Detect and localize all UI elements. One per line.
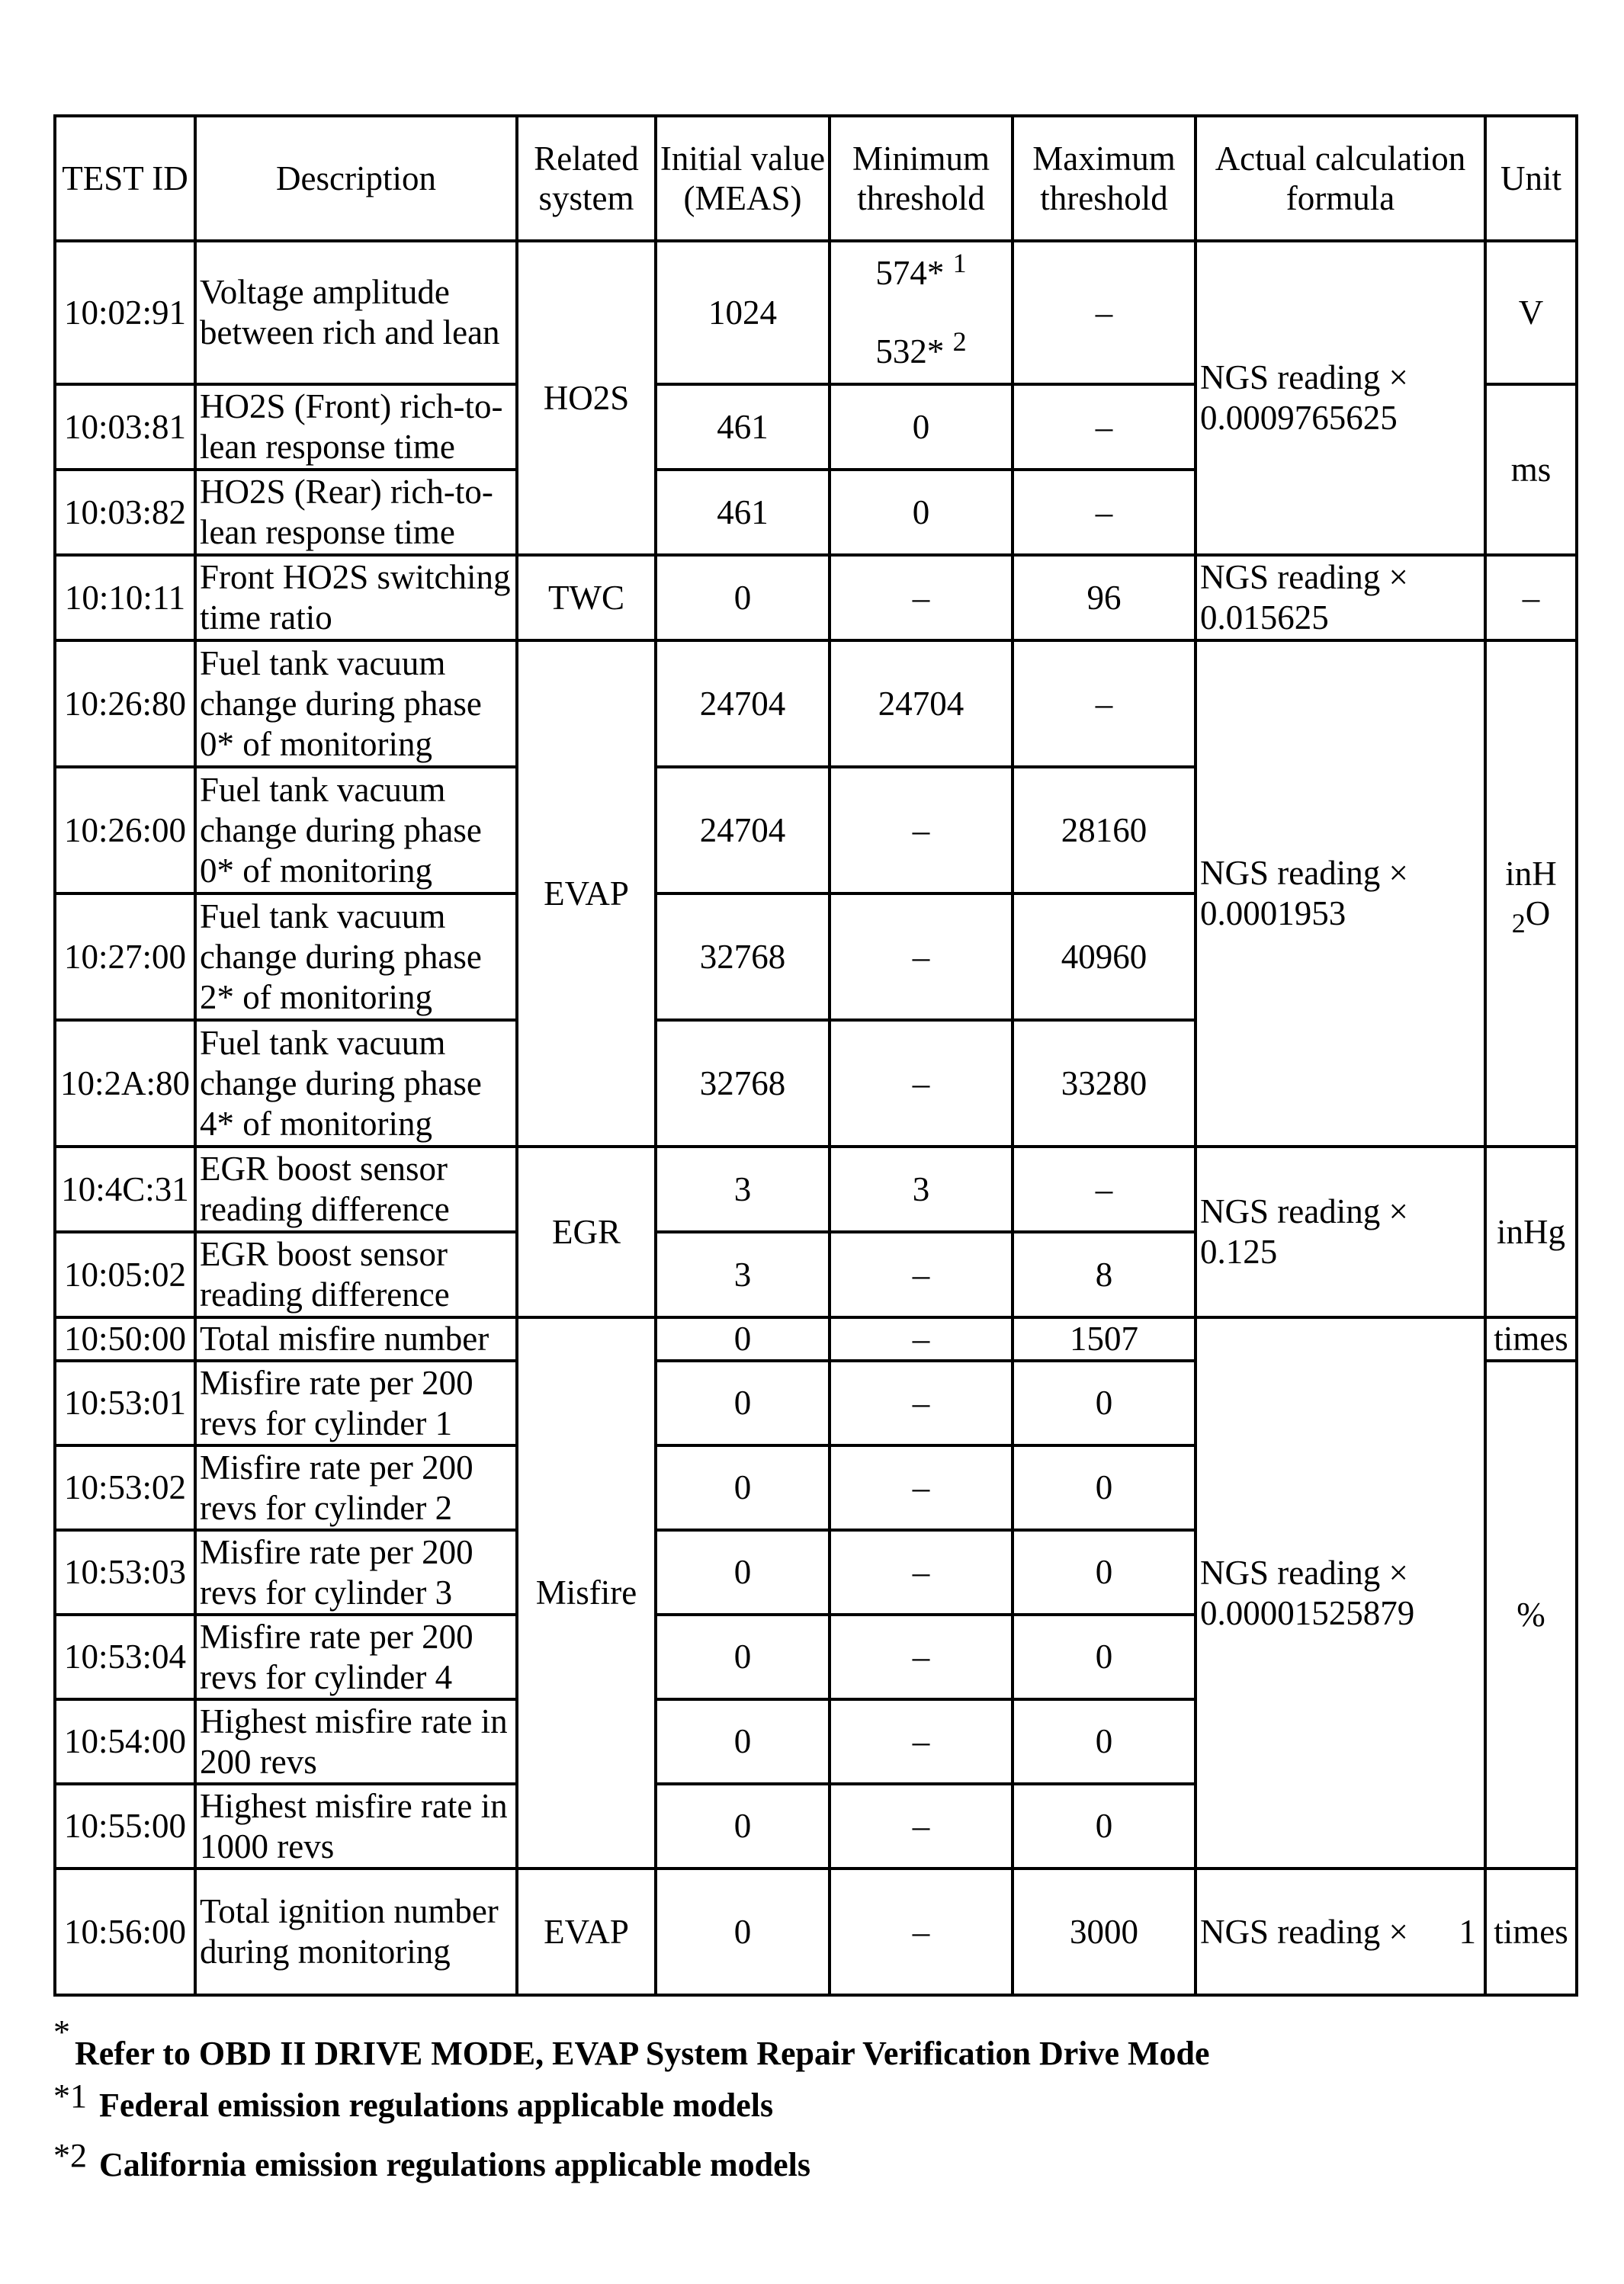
- min-threshold-cell: –: [830, 1445, 1013, 1530]
- system-cell-ho2s: HO2S: [517, 241, 656, 555]
- initial-value-cell: 32768: [656, 1020, 830, 1147]
- test-id-cell: 10:53:04: [55, 1615, 195, 1699]
- min-threshold-cell: 3: [830, 1147, 1013, 1232]
- table-row: [55, 640, 1577, 767]
- description-cell: Misfire rate per 200 revs for cylinder 2: [195, 1445, 517, 1530]
- max-threshold-cell: 3000: [1013, 1869, 1196, 1995]
- description-cell: Misfire rate per 200 revs for cylinder 4: [195, 1615, 517, 1699]
- unit-cell-times: times: [1485, 1869, 1577, 1995]
- formula-cell-ignition: NGS reading × 1: [1196, 1869, 1485, 1995]
- max-threshold-cell: 0: [1013, 1361, 1196, 1445]
- min-threshold-california: 532* $^2$: [875, 326, 967, 371]
- header-description: Description: [195, 116, 517, 241]
- max-threshold-cell: 0: [1013, 1615, 1196, 1699]
- min-threshold-cell: –: [830, 1699, 1013, 1784]
- unit-cell-percent: %: [1485, 1361, 1577, 1869]
- description-cell: HO2S (Rear) rich-to-lean response time: [195, 470, 517, 555]
- description-cell: Misfire rate per 200 revs for cylinder 3: [195, 1530, 517, 1615]
- initial-value-cell: 0: [656, 555, 830, 640]
- system-cell-misfire: Misfire: [517, 1317, 656, 1869]
- min-threshold-federal: 574* $^1$: [875, 248, 967, 292]
- min-threshold-cell: –: [830, 893, 1013, 1020]
- formula-cell-egr: NGS reading × 0.125: [1196, 1147, 1485, 1317]
- min-threshold-cell: 0: [830, 384, 1013, 470]
- header-test-id: TEST ID: [55, 116, 195, 241]
- footnote-text: Refer to OBD II DRIVE MODE, EVAP System Repair Verification Drive Mode: [75, 2035, 1210, 2072]
- min-threshold-cell: –: [830, 1530, 1013, 1615]
- test-id-cell: 10:4C:31: [55, 1147, 195, 1232]
- min-threshold-cell: –: [830, 1020, 1013, 1147]
- description-cell: Highest misfire rate in 200 revs: [195, 1699, 517, 1784]
- header-minimum-threshold: Minimum threshold: [830, 116, 1013, 241]
- initial-value-cell: 0: [656, 1445, 830, 1530]
- unit-cell-ms: ms: [1485, 384, 1577, 555]
- system-cell-twc: TWC: [517, 555, 656, 640]
- unit-cell-inhg: inHg: [1485, 1147, 1577, 1317]
- test-id-cell: 10:2A:80: [55, 1020, 195, 1147]
- initial-value-cell: 3: [656, 1232, 830, 1317]
- max-threshold-cell: 33280: [1013, 1020, 1196, 1147]
- test-id-cell: 10:26:80: [55, 640, 195, 767]
- system-cell-evap: EVAP: [517, 640, 656, 1147]
- test-id-cell: 10:27:00: [55, 893, 195, 1020]
- obd-test-table: [53, 114, 1578, 1997]
- max-threshold-cell: 0: [1013, 1530, 1196, 1615]
- header-maximum-threshold: Maximum threshold: [1013, 116, 1196, 241]
- initial-value-cell: 24704: [656, 767, 830, 893]
- max-threshold-cell: 0: [1013, 1699, 1196, 1784]
- unit-cell-times: times: [1485, 1317, 1577, 1361]
- system-cell-egr: EGR: [517, 1147, 656, 1317]
- test-id-cell: 10:02:91: [55, 241, 195, 384]
- min-threshold-cell: –: [830, 1784, 1013, 1869]
- min-threshold-cell: [830, 241, 1013, 384]
- table-row: [55, 241, 1577, 384]
- min-threshold-cell: –: [830, 1317, 1013, 1361]
- initial-value-cell: 0: [656, 1317, 830, 1361]
- test-id-cell: 10:53:02: [55, 1445, 195, 1530]
- unit-cell-dash: –: [1485, 555, 1577, 640]
- footnote-mark: *1: [53, 2077, 87, 2115]
- test-id-cell: 10:55:00: [55, 1784, 195, 1869]
- initial-value-cell: 1024: [656, 241, 830, 384]
- description-cell: HO2S (Front) rich-to-lean response time: [195, 384, 517, 470]
- header-formula: Actual calculation formula: [1196, 116, 1485, 241]
- description-cell: Total misfire number: [195, 1317, 517, 1361]
- description-cell: Fuel tank vacuum change during phase 2* of monitoring: [195, 893, 517, 1020]
- min-threshold-cell: 0: [830, 470, 1013, 555]
- header-unit: Unit: [1485, 116, 1577, 241]
- max-threshold-cell: 1507: [1013, 1317, 1196, 1361]
- initial-value-cell: 3: [656, 1147, 830, 1232]
- min-threshold-cell: –: [830, 1615, 1013, 1699]
- min-threshold-cell: –: [830, 1232, 1013, 1317]
- initial-value-cell: 0: [656, 1869, 830, 1995]
- footnote: [53, 2072, 1571, 2132]
- initial-value-cell: 32768: [656, 893, 830, 1020]
- initial-value-cell: 0: [656, 1615, 830, 1699]
- initial-value-cell: 24704: [656, 640, 830, 767]
- table-row: [55, 1869, 1577, 1995]
- description-cell: Voltage amplitude between rich and lean: [195, 241, 517, 384]
- max-threshold-cell: 0: [1013, 1784, 1196, 1869]
- initial-value-cell: 461: [656, 470, 830, 555]
- footnote: [53, 2132, 1571, 2191]
- min-threshold-cell: –: [830, 1869, 1013, 1995]
- max-threshold-cell: 96: [1013, 555, 1196, 640]
- description-cell: EGR boost sensor reading difference: [195, 1232, 517, 1317]
- max-threshold-cell: –: [1013, 1147, 1196, 1232]
- max-threshold-cell: 40960: [1013, 893, 1196, 1020]
- unit-cell-v: V: [1485, 241, 1577, 384]
- description-cell: Highest misfire rate in 1000 revs: [195, 1784, 517, 1869]
- max-threshold-cell: –: [1013, 640, 1196, 767]
- description-cell: Total ignition number during monitoring: [195, 1869, 517, 1995]
- test-id-cell: 10:54:00: [55, 1699, 195, 1784]
- max-threshold-cell: 28160: [1013, 767, 1196, 893]
- test-id-cell: 10:03:82: [55, 470, 195, 555]
- header-row: [55, 116, 1577, 241]
- header-initial-value: Initial value (MEAS): [656, 116, 830, 241]
- table-row: [55, 555, 1577, 640]
- max-threshold-cell: –: [1013, 241, 1196, 384]
- min-threshold-cell: –: [830, 767, 1013, 893]
- test-id-cell: 10:50:00: [55, 1317, 195, 1361]
- initial-value-cell: 0: [656, 1361, 830, 1445]
- unit-cell-inh2o: inH $_2$O: [1485, 640, 1577, 1147]
- description-cell: Front HO2S switching time ratio: [195, 555, 517, 640]
- test-id-cell: 10:03:81: [55, 384, 195, 470]
- table-row: [55, 1147, 1577, 1232]
- header-related-system: Related system: [517, 116, 656, 241]
- table-row: [55, 1317, 1577, 1361]
- min-threshold-cell: 24704: [830, 640, 1013, 767]
- test-id-cell: 10:26:00: [55, 767, 195, 893]
- max-threshold-cell: –: [1013, 384, 1196, 470]
- test-id-cell: 10:05:02: [55, 1232, 195, 1317]
- formula-cell-twc: NGS reading × 0.015625: [1196, 555, 1485, 640]
- initial-value-cell: 0: [656, 1530, 830, 1615]
- footnote-mark: *: [53, 2013, 70, 2051]
- test-id-cell: 10:10:11: [55, 555, 195, 640]
- formula-cell-evap: NGS reading × 0.0001953: [1196, 640, 1485, 1147]
- description-cell: EGR boost sensor reading difference: [195, 1147, 517, 1232]
- system-cell-evap: EVAP: [517, 1869, 656, 1995]
- formula-cell-misfire: NGS reading × 0.00001525879: [1196, 1317, 1485, 1869]
- description-cell: Fuel tank vacuum change during phase 0* of monitoring: [195, 767, 517, 893]
- max-threshold-cell: 8: [1013, 1232, 1196, 1317]
- max-threshold-cell: –: [1013, 470, 1196, 555]
- footnote-mark: *2: [53, 2137, 87, 2174]
- test-id-cell: 10:53:01: [55, 1361, 195, 1445]
- test-id-cell: 10:56:00: [55, 1869, 195, 1995]
- initial-value-cell: 461: [656, 384, 830, 470]
- description-cell: Fuel tank vacuum change during phase 4* of monitoring: [195, 1020, 517, 1147]
- footnote-text: Federal emission regulations applicable models: [99, 2087, 774, 2124]
- test-id-cell: 10:53:03: [55, 1530, 195, 1615]
- footnote: [53, 2013, 1571, 2072]
- initial-value-cell: 0: [656, 1699, 830, 1784]
- formula-cell-ho2s: NGS reading × 0.0009765625: [1196, 241, 1485, 555]
- min-threshold-cell: –: [830, 555, 1013, 640]
- initial-value-cell: 0: [656, 1784, 830, 1869]
- obd-test-table-container: [53, 114, 1575, 1997]
- footnotes: [53, 2013, 1571, 2191]
- max-threshold-cell: 0: [1013, 1445, 1196, 1530]
- footnote-text: California emission regulations applicable models: [99, 2146, 811, 2183]
- description-cell: Misfire rate per 200 revs for cylinder 1: [195, 1361, 517, 1445]
- min-threshold-cell: –: [830, 1361, 1013, 1445]
- description-cell: Fuel tank vacuum change during phase 0* of monitoring: [195, 640, 517, 767]
